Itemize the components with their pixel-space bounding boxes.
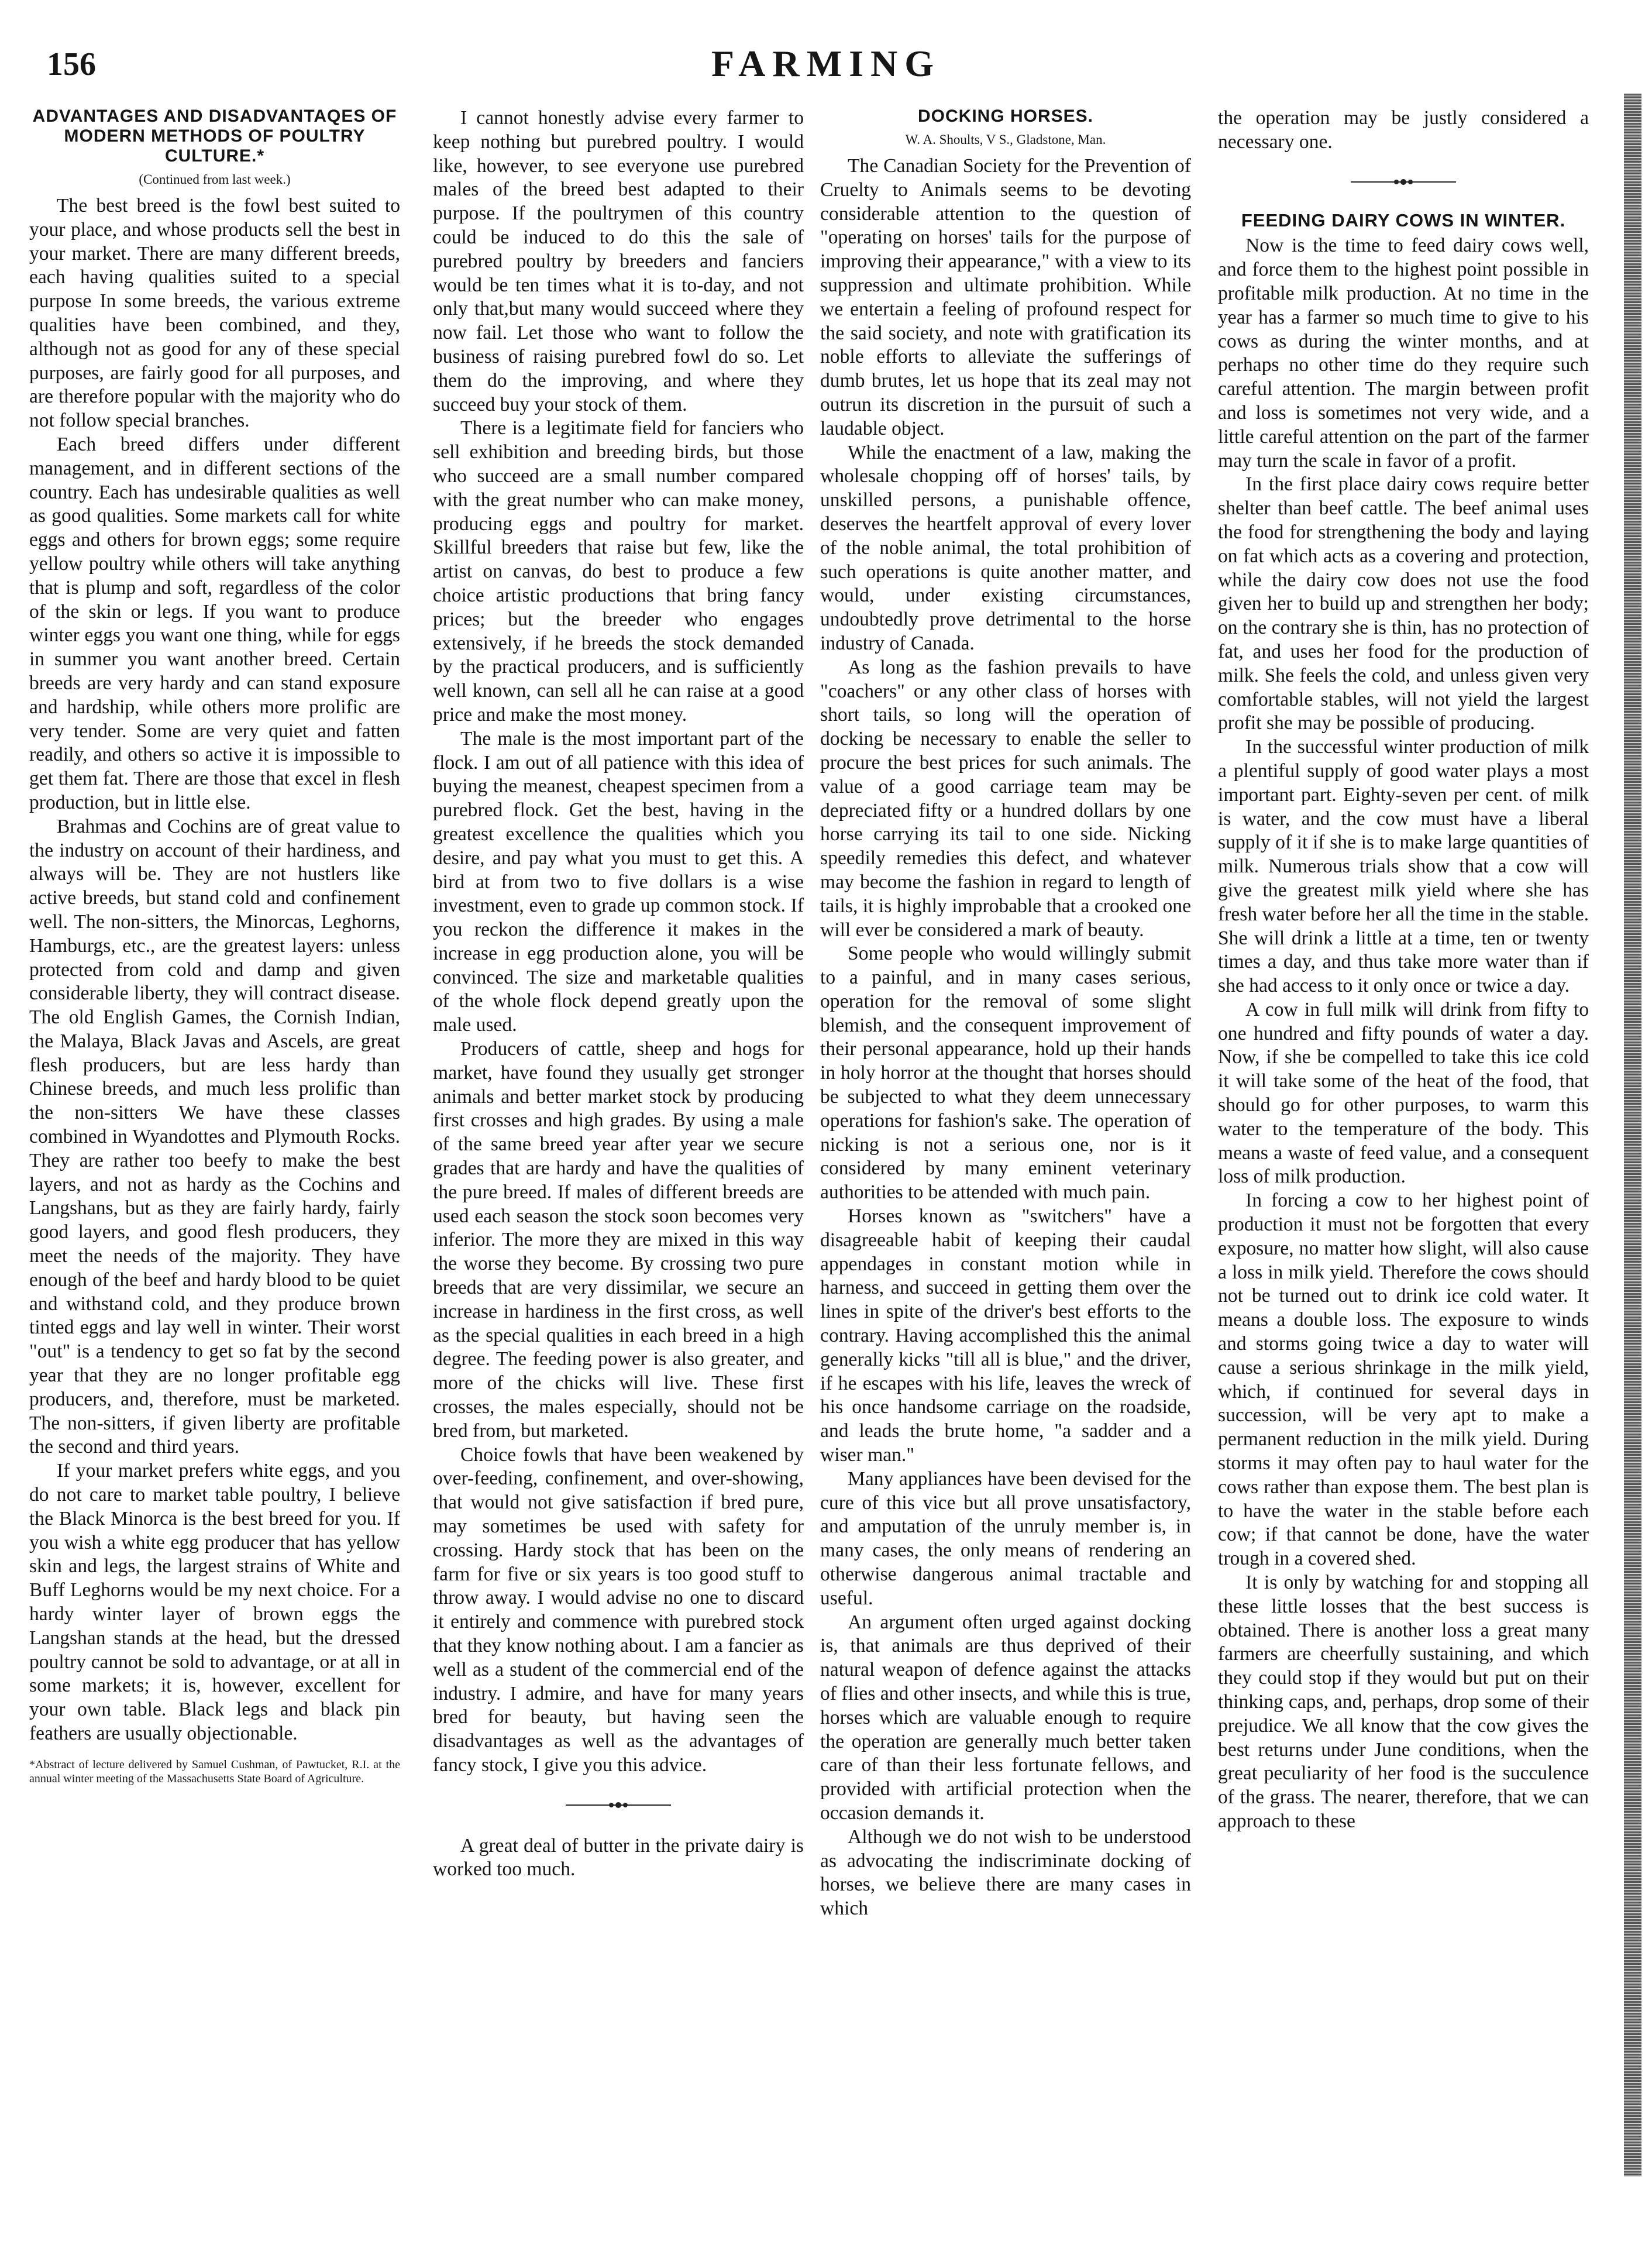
page-number: 156: [47, 46, 96, 83]
paragraph: A great deal of butter in the private dairy is worked too much.: [433, 1834, 804, 1881]
paragraph: In the successful winter production of milk a plentiful supply of good water plays a most important part. Eighty-seven per cent. of milk is water, and the cow must have a liberal supply of it if she is to make large quantities of milk. Numerous trials show that a cow will give the greatest milk yield where she has fresh water before her all the time in the stable. She will drink a little at a time, ten or twenty times a day, and thus take more water than if she had access to it only once or twice a day.: [1218, 736, 1589, 997]
section-divider-ornament: [1218, 170, 1589, 194]
paragraph: In the first place dairy cows require better shelter than beef cattle. The beef animal uses the food for strengthening the body and laying on fat which acts as a covering and protection, while the dairy cow does not use the food given her to build up and strengthen her body; on the contrary she is thin, has no protection of fat, and uses her food for the production of milk. She feels the cold, and unless given very comfortable stables, will not yield the largest profit she may be possible of producing.: [1218, 473, 1589, 734]
paragraph: The best breed is the fowl best suited to your place, and whose products sell the best in your market. There are many different breeds, each having qualities suited to a special purpose In some breeds, the various extreme qualities have been combined, and they, although not as good for any of these special purposes, are fairly good for all purposes, and are therefore popular with the majority who do not follow special branches.: [29, 195, 400, 432]
article-title-poultry: ADVANTAGES AND DISADVANTAQES OF MODERN METHODS OF POULTRY CULTURE.*: [32, 106, 397, 166]
paragraph: Brahmas and Cochins are of great value to the industry on account of their hardiness, and always will be. They are not hustlers like active breeds, but stand cold and confinement well. The non-sitters, the Minorcas, Leghorns, Hamburgs, etc., are the greatest layers: unless protected from cold and damp and given considerable liberty, they will contract disease. The old English Games, the Cornish Indian, the Malaya, Black Javas and Ascels, are great flesh producers, but are less hardy than Chinese breeds, and much less prolific than the non-sitters We have these classes combined in Wyandottes and Plymouth Rocks. They are rather too beefy to make the best layers, and not as hardy as the Cochins and Langshans, but as they are fairly hardy, fairly good layers, and good flesh producers, they meet the needs of the majority. They have enough of the beef and hardy blood to be quiet and withstand cold, and they produce brown tinted eggs and lay well in winter. Their worst "out" is a tendency to get so fat by the second year that they are no longer profitable egg producers, and, therefore, must be marketed. The non-sitters, if given liberty are profitable the second and third years.: [29, 815, 400, 1458]
paragraph: An argument often urged against docking is, that animals are thus deprived of their natural weapon of defence against the attacks of flies and other insects, and while this is true, horses which are valuable enough to require the operation are generally much better taken care of than their less fortunate fellows, and provided with artificial protection when the occasion demands it.: [820, 1611, 1191, 1824]
byline: W. A. Shoults, V S., Gladstone, Man.: [905, 132, 1106, 147]
section-divider-ornament: [433, 1793, 804, 1817]
paragraph: If your market prefers white eggs, and you do not care to market table poultry, I believe the Black Minorca is the best breed for you. If you wish a white egg producer that has yellow skin and legs, the largest strains of White and Buff Leghorns would be my next choice. For a hardy winter layer of brown eggs the Langshan stands at the head, but the dressed poultry cannot be sold to advantage, or at all in some markets; it is, however, excellent for your own table. Black legs and black pin feathers are usually objectionable.: [29, 1460, 400, 1744]
paragraph: I cannot honestly advise every farmer to keep nothing but purebred poultry. I would like, however, to see everyone use purebred males of the breed best adapted to their purpose. If the poultrymen of this country could be induced to do this the sale of purebred poultry by breeders and fanciers would be ten times what it is to-day, and not only that,but many would succeed where they now fail. Let those who want to follow the business of raising purebred fowl do so. Let them do the improving, and where they succeed buy your stock of them.: [433, 107, 804, 415]
paragraph: There is a legitimate field for fanciers who sell exhibition and breeding birds, but those who succeed are a small number compared with the great number who can make money, producing eggs and poultry for market. Skillful breeders that raise but few, like the artist on canvas, do best to produce a few choice artistic productions that bring fancy prices; but the breeder who engages extensively, if he breeds the stock demanded by the practical producers, and is sufficiently well known, can sell all he can raise at a good price and make the most money.: [433, 417, 804, 726]
footnote: *Abstract of lecture delivered by Samuel Cushman, of Pawtucket, R.I. at the annual winter meeting of the Massachusetts State Board of Agriculture.: [29, 1758, 400, 1785]
paragraph: Choice fowls that have been weakened by over-feeding, confinement, and over-showing, that would not give satisfaction if bred pure, may sometimes be used with safety for crossing. Hardy stock that has been on the farm for five or six years is too good stuff to throw away. I would advise no one to discard it entirely and commence with purebred stock that they know nothing about. I am a fancier as well as a student of the commercial end of the industry. I admire, and have for many years bred for beauty, but having seen the disadvantages as well as the advantages of fancy stock, I give you this advice.: [433, 1443, 804, 1776]
column-2: [433, 106, 804, 2189]
paragraph: In forcing a cow to her highest point of production it must not be forgotten that every exposure, no matter how slight, will also cause a loss in milk yield. Therefore the cows should not be turned out to drink ice cold water. It means a double loss. The exposure to winds and storms going twice a day to water will cause a serious shrinkage in the milk yield, which, if continued for several days in succession, will be very apt to make a permanent reduction in the milk yield. During storms it may often pay to haul water for the cows rather than expose them. The best plan is to have the water in the stable before each cow; if that cannot be done, have the water trough in a covered shed.: [1218, 1190, 1589, 1570]
scan-edge-shadow: [1624, 94, 1641, 2177]
paragraph: Although we do not wish to be understood as advocating the indiscriminate docking of horses, we believe there are many cases in which: [820, 1826, 1191, 1920]
paragraph: Producers of cattle, sheep and hogs for market, have found they usually get stronger animals and better market stock by producing first crosses and high grades. By using a male of the same breed year after year we secure grades that are hardy and have the qualities of the pure breed. If males of different breeds are used each season the stock soon becomes very inferior. The more they are mixed in this way the worse they become. By crossing two pure breeds that are very dissimilar, we secure an increase in hardiness in the first cross, as well as the special qualities in each breed in a high degree. The feeding power is also greater, and more of the chicks will live. These first crosses, the males especially, should not be bred from, but marketed.: [433, 1038, 804, 1442]
column-1: [29, 106, 400, 2189]
column-4: [1218, 106, 1589, 2189]
article-title-dairy: FEEDING DAIRY COWS IN WINTER.: [1241, 210, 1566, 231]
paragraph: Each breed differs under different management, and in different sections of the country. Each has undesirable qualities as well as good qualities. Some markets call for white eggs and others for brown eggs; some require yellow poultry while others will take anything that is plump and soft, regardless of the color of the skin or legs. If you want to produce winter eggs you want one thing, while for eggs in summer you want another breed. Certain breeds are very hardy and can stand exposure and hardship, while others more prolific are very tender. Some are very quiet and fatten readily, and others so active it is impossible to get them fat. There are those that excel in flesh production, but in little else.: [29, 433, 400, 813]
article-title-docking: DOCKING HORSES.: [917, 106, 1094, 126]
continued-note: (Continued from last week.): [139, 172, 291, 187]
paragraph: Many appliances have been devised for the cure of this vice but all prove unsatisfactory, and amputation of the unruly member is, in many cases, the only means of rendering an otherwise dangerous animal tractable and useful.: [820, 1467, 1191, 1609]
paragraph-continuation: the operation may be justly considered a necessary one.: [1218, 107, 1589, 153]
paragraph: As long as the fashion prevails to have "coachers" or any other class of horses with short tails, so long will the operation of docking be necessary to enable the seller to procure the best prices for such animals. The value of a good carriage team may be depreciated fifty or a hundred dollars by one horse carrying its tail to one side. Nicking speedily remedies this defect, and whatever may become the fashion in regard to length of tails, it is highly improbable that a crooked one will ever be considered a mark of beauty.: [820, 656, 1191, 941]
paragraph: The male is the most important part of the flock. I am out of all patience with this idea of buying the meanest, cheapest specimen from a purebred flock. Get the best, having in the greatest excellence the qualities which you desire, and pay what you must to get this. A bird at from two to five dollars is a wise investment, even to grade up common stock. If you reckon the difference it makes in the increase in egg production alone, you will be convinced. The size and marketable qualities of the whole flock depend greatly upon the male used.: [433, 727, 804, 1036]
paragraph: The Canadian Society for the Prevention of Cruelty to Animals seems to be devoting considerable attention to the question of "operating on horses' tails for the purpose of improving their appearance," with a view to its suppression and ultimate prohibition. While we entertain a feeling of profound respect for the said society, and note with gratification its noble efforts to alleviate the sufferings of dumb brutes, let us hope that its zeal may not outrun its discretion in the pursuit of such a laudable object.: [820, 155, 1191, 439]
paragraph: It is only by watching for and stopping all these little losses that the best success is obtained. There is another loss a great many farmers are cheerfully sustaining, and which they could stop if they would but put on their thinking caps, and, perhaps, drop some of their prejudice. We all know that the cow gives the best returns under June conditions, when the great peculiarity of her food is the succulence of the grass. The nearer, therefore, that we can approach to these: [1218, 1572, 1589, 1832]
paragraph: Now is the time to feed dairy cows well, and force them to the highest point possible in profitable milk production. At no time in the year has a farmer so much time to give to his cows as during the winter months, and at perhaps no other time do they require such careful attention. The margin between profit and loss is sometimes not very wide, and a little careful attention on the part of the farmer may turn the scale in favor of a profit.: [1218, 235, 1589, 472]
column-3: [820, 106, 1191, 2189]
paragraph: Horses known as "switchers" have a disagreeable habit of keeping their caudal appendages in constant motion while in harness, and succeed in getting them over the lines in spite of the driver's best efforts to the contrary. Having accomplished this the animal generally kicks "till all is blue," and the driver, if he escapes with his life, leaves the wreck of his once handsome carriage on the roadside, and leads the brute home, "a sadder and a wiser man.": [820, 1205, 1191, 1466]
paragraph: Some people who would willingly submit to a painful, and in many cases serious, operation for the removal of some slight blemish, and the consequent improvement of their personal appearance, hold up their hands in holy horror at the thought that horses should be subjected to what they deem unnecessary operations for fashion's sake. The operation of nicking is not a serious one, nor is it considered by many eminent veterinary authorities to be attended with much pain.: [820, 943, 1191, 1204]
masthead-title: FARMING: [711, 43, 941, 84]
paragraph: While the enactment of a law, making the wholesale chopping off of horses' tails, by unskilled persons, a punishable offence, deserves the heartfelt approval of every lover of the noble animal, the total prohibition of such operations is quite another matter, and would, under existing circumstances, undoubtedly prove detrimental to the horse industry of Canada.: [820, 441, 1191, 654]
paragraph: A cow in full milk will drink from fifty to one hundred and fifty pounds of water a day. Now, if she be compelled to take this ice cold it will take some of the heat of the food, that should go for other purposes, to warm this water to the temperature of the body. This means a waste of feed value, and a consequent loss of milk production.: [1218, 998, 1589, 1188]
